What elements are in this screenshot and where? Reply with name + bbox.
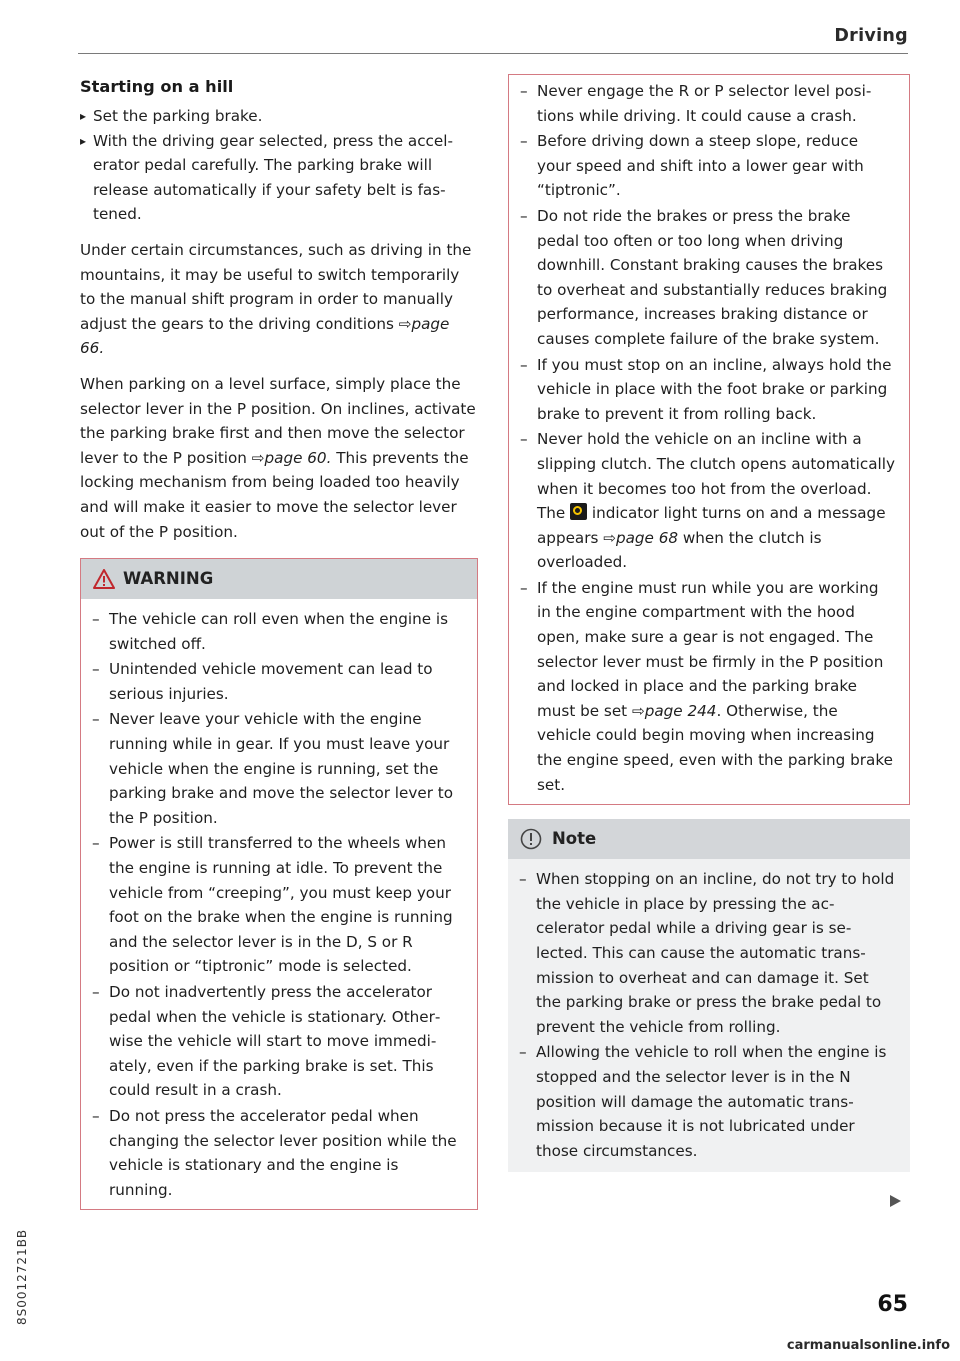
note-box <box>508 819 910 1172</box>
note-item: – When stopping on an incline, do not try to hold the vehicle in place by pressing the accelerator pedal while a driving gear is selected. This can cause the automatic transmission to overheat and can damage it. Set the parking brake or press the brake pedal to prevent the vehicle from rolling. <box>516 867 896 1039</box>
note-item: – Allowing the vehicle to roll when the engine is stopped and the selector lever is in the N position will damage the automatic transmission because it is not lubricated under those circumstances. <box>516 1040 896 1163</box>
item-text: indicator light turns on and a message appears <box>537 504 886 547</box>
paragraph-text: When parking on a level surface, simply place the selector lever in the P position. On inclines, activate the parking brake first and then move the selector lever to the P position <box>80 374 476 467</box>
page-reference-link[interactable]: ⇨page 66. <box>80 314 450 358</box>
step-item: ▸ Set the parking brake. <box>80 104 478 129</box>
item-text: If the engine must run while you are working in the engine compartment with the hood open, make sure a gear is not engaged. The selector lever must be firmly in the P position and locked in place and the parking brake must be set <box>537 578 884 720</box>
document-code: 8S0012721BB <box>15 1228 29 1325</box>
step-list <box>80 104 478 227</box>
paragraph-parking <box>80 372 478 544</box>
warning-item: – Do not ride the brakes or press the brake pedal too often or too long when driving downhill. Constant braking causes the brakes to overheat and substantially reduces braking performance, increases braking distance or causes complete failure of the brake system. <box>517 204 895 352</box>
paragraph-text: This prevents the locking mechanism from being loaded too heavily and will make it easier to move the selector lever out of the P position. <box>80 448 469 541</box>
page-number: 65 <box>877 1292 908 1317</box>
item-text: . Otherwise, the vehicle could begin moving when increasing the engine speed, even with the parking brake set. <box>537 701 893 794</box>
item-text: when the clutch is overloaded. <box>537 528 822 572</box>
warning-item: – Before driving down a steep slope, reduce your speed and shift into a lower gear with “tiptronic”. <box>517 129 895 203</box>
note-header <box>508 819 910 859</box>
warning-item: – Never leave your vehicle with the engine running while in gear. If you must leave your vehicle when the engine is running, set the parking brake and move the selector lever to the P position. <box>89 707 463 830</box>
warning-title: WARNING <box>123 568 214 588</box>
warning-item: – If you must stop on an incline, always hold the vehicle in place with the foot brake or parking brake to prevent it from rolling back. <box>517 353 895 427</box>
item-text: Never hold the vehicle on an incline with a slipping clutch. The clutch opens automatically when it becomes too hot from the overload. The <box>537 430 895 523</box>
clutch-indicator-icon <box>570 503 587 520</box>
warning-item: – Do not inadvertently press the accelerator pedal when the vehicle is stationary. Otherwise the vehicle will start to move immediately, even if the parking brake is set. This could result in a crash. <box>89 980 463 1103</box>
right-column <box>508 74 910 1172</box>
watermark-text: carmanualsonline.info <box>786 1338 950 1353</box>
note-title: Note <box>552 828 597 848</box>
warning-box <box>80 558 478 1210</box>
warning-item <box>517 576 895 797</box>
warning-triangle-icon <box>93 569 115 589</box>
page-reference-link[interactable]: ⇨page 68 <box>603 528 679 547</box>
header-rule <box>78 53 908 54</box>
continue-arrow-icon <box>890 1195 901 1207</box>
heading-starting-on-hill: Starting on a hill <box>80 77 234 96</box>
warning-box-continued <box>508 74 910 805</box>
warning-item: – Do not press the accelerator pedal when changing the selector lever position while the vehicle is stationary and the engine is running. <box>89 1104 463 1202</box>
warning-item: – Never engage the R or P selector level positions while driving. It could cause a crash. <box>517 79 895 128</box>
note-info-icon <box>520 828 542 850</box>
warning-list-continued <box>509 75 909 804</box>
warning-item: – Power is still transferred to the wheels when the engine is running at idle. To prevent the vehicle from “creeping”, you must keep your foot on the brake when the engine is running and the selector lever is in the D, S or R position or “tiptronic” mode is selected. <box>89 831 463 979</box>
left-column <box>80 74 478 1210</box>
warning-item: – Unintended vehicle movement can lead to serious injuries. <box>89 657 463 706</box>
warning-item <box>517 427 895 575</box>
warning-header <box>81 559 477 599</box>
paragraph-text: Under certain circumstances, such as driving in the mountains, it may be useful to switch temporarily to the manual shift program in order to manually adjust the gears to the driving conditions <box>80 240 472 333</box>
note-list <box>508 859 910 1172</box>
warning-list <box>81 599 477 1209</box>
section-title: Driving <box>834 26 908 46</box>
page-reference-link[interactable]: ⇨page 244 <box>631 701 717 720</box>
page-reference-link[interactable]: ⇨page 60. <box>251 448 332 467</box>
paragraph-manual-shift <box>80 238 478 361</box>
warning-item: – The vehicle can roll even when the engine is switched off. <box>89 607 463 656</box>
step-item: ▸ With the driving gear selected, press the accelerator pedal carefully. The parking brake will release automatically if your safety belt is fastened. <box>80 129 478 227</box>
